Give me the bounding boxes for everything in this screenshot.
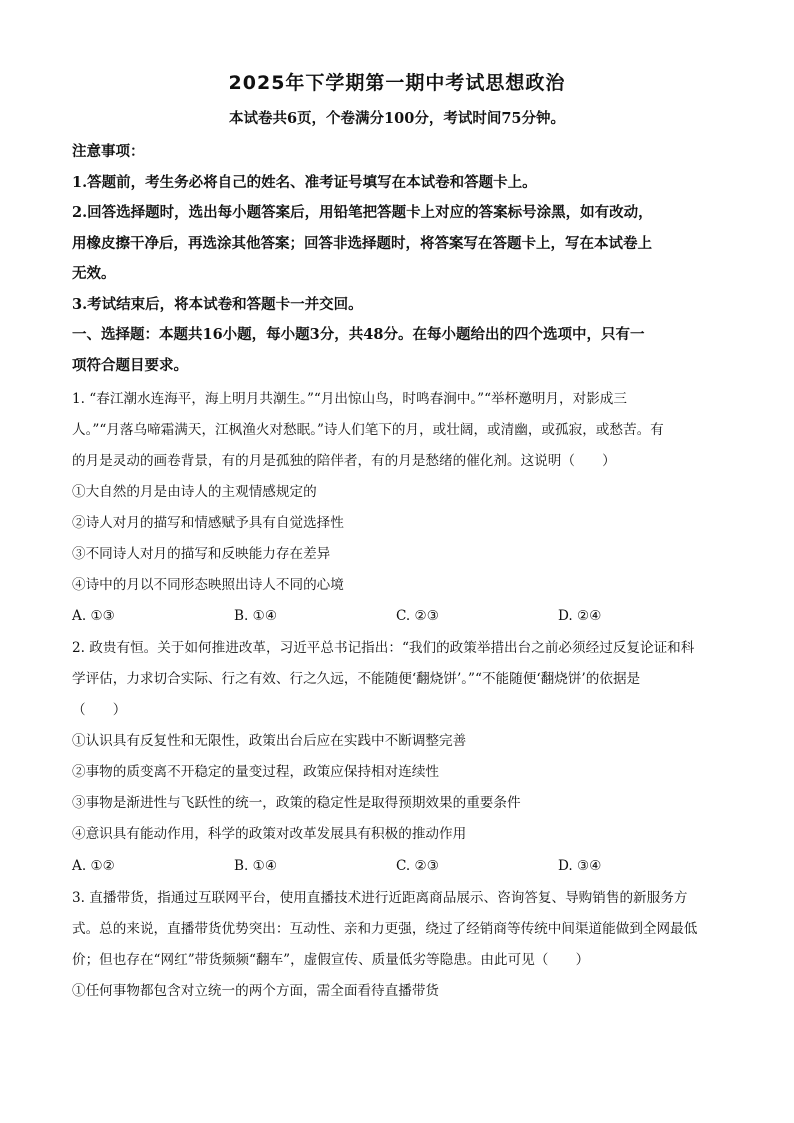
question-2 — [72, 633, 722, 850]
question-stem-line: 式。总的来说，直播带货优势突出：互动性、亲和力更强，绕过了经销商等传统中间渠道能做到全网最低 — [72, 921, 698, 937]
notice-heading: 注意事项： — [72, 143, 145, 160]
statement: ①任何事物都包含对立统一的两个方面，需全面看待直播带货 — [72, 983, 440, 999]
statement: ①认识具有反复性和无限性，政策出台后应在实践中不断调整完善 — [72, 733, 467, 749]
statement: ②诗人对月的描写和情感赋予具有自觉选择性 — [72, 515, 344, 531]
question-stem-line: 3. 直播带货，指通过互联网平台，使用直播技术进行近距离商品展示、咨询答复、导购销售的新服务方 — [72, 890, 688, 906]
notice-item-2-line-1: 2.回答选择题时，选出每小题答案后，用铅笔把答题卡上对应的答案标号涂黑，如有改动， — [72, 204, 653, 221]
statement: ④诗中的月以不同形态映照出诗人不同的心境 — [72, 577, 344, 593]
question-stem-line: 1. “春江潮水连海平，海上明月共潮生。”“月出惊山鸟，时鸣春涧中。”“举杯邀明月，对影成三 — [72, 391, 627, 407]
notice-item-2-line-2: 用橡皮擦干净后，再选涂其他答案；回答非选择题时，将答案写在答题卡上，写在本试卷上 — [72, 234, 652, 252]
statement: ④意识具有能动作用，科学的政策对改革发展具有积极的推动作用 — [72, 826, 467, 842]
section-heading-line-1: 一、选择题：本题共16小题，每小题3分，共48分。在每小题给出的四个选项中，只有一 — [72, 326, 645, 343]
option-a[interactable]: A. ①② — [72, 858, 115, 874]
option-c[interactable]: C. ②③ — [396, 858, 439, 874]
question-3 — [72, 883, 722, 1007]
question-2-options — [72, 851, 722, 882]
statement: ③事物是渐进性与飞跃性的统一，政策的稳定性是取得预期效果的重要条件 — [72, 795, 521, 811]
statement: ③不同诗人对月的描写和反映能力存在差异 — [72, 546, 331, 562]
question-stem-line: 价；但也存在“网红”带货频频“翻车”，虚假宣传、质量低劣等隐患。由此可见（ ） — [72, 952, 590, 968]
notice-item-3: 3.考试结束后，将本试卷和答题卡一并交回。 — [72, 295, 363, 313]
option-d[interactable]: D. ②④ — [558, 608, 602, 624]
statement: ②事物的质变离不开稳定的量变过程，政策应保持相对连续性 — [72, 764, 440, 780]
question-1-options — [72, 601, 722, 632]
notice-section — [72, 137, 722, 381]
option-b[interactable]: B. ①④ — [234, 608, 278, 624]
exam-info: 本试卷共6页，个卷满分100分，考试时间75分钟。 — [228, 110, 566, 127]
option-c[interactable]: C. ②③ — [396, 608, 439, 624]
option-d[interactable]: D. ③④ — [558, 858, 602, 874]
question-stem-line: （ ） — [72, 702, 127, 718]
question-stem-line: 的月是灵动的画卷背景，有的月是孤独的陪伴者，有的月是愁绪的催化剂。这说明（ ） — [72, 453, 616, 469]
question-stem-line: 2. 政贵有恒。关于如何推进改革，习近平总书记指出：“我们的政策举措出台之前必须经过反复论证和科 — [72, 640, 695, 656]
option-b[interactable]: B. ①④ — [234, 858, 278, 874]
statement: ①大自然的月是由诗人的主观情感规定的 — [72, 484, 317, 500]
section-heading-line-2: 项符合题目要求。 — [72, 356, 188, 374]
page-title: 2025年下学期第一期中考试思想政治 — [228, 72, 566, 94]
question-1 — [72, 384, 722, 601]
notice-item-2-line-3: 无效。 — [72, 265, 116, 282]
question-stem-line: 人。”“月落乌啼霜满天，江枫渔火对愁眠。”诗人们笔下的月，或壮阔，或清幽，或孤寂，或愁苦。有 — [72, 422, 664, 438]
notice-item-1: 1.答题前，考生务必将自己的姓名、准考证号填写在本试卷和答题卡上。 — [72, 173, 537, 191]
option-a[interactable]: A. ①③ — [72, 608, 115, 624]
question-stem-line: 学评估，力求切合实际、行之有效、行之久远，不能随便‘翻烧饼’。”“不能随便‘翻烧饼’的依据是 — [72, 671, 641, 687]
